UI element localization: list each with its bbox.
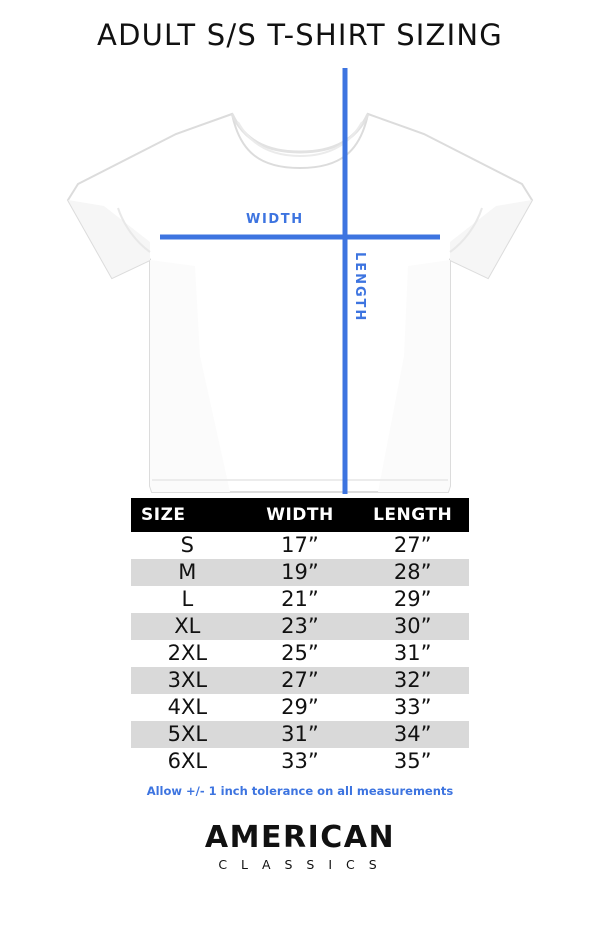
cell-width: 19” [244, 559, 357, 586]
cell-width: 27” [244, 667, 357, 694]
cell-length: 34” [356, 721, 469, 748]
cell-size: 2XL [131, 640, 244, 667]
cell-length: 35” [356, 748, 469, 775]
cell-size: 3XL [131, 667, 244, 694]
footer-spacer [0, 933, 600, 943]
table-row [131, 667, 469, 694]
cell-size: 5XL [131, 721, 244, 748]
cell-width: 33” [244, 748, 357, 775]
cell-size: XL [131, 613, 244, 640]
brand-logo [0, 820, 600, 872]
cell-size: L [131, 586, 244, 613]
size-table-container [131, 498, 469, 775]
cell-length: 29” [356, 586, 469, 613]
width-label: WIDTH [246, 212, 304, 227]
brand-name: AMERICAN [204, 820, 396, 855]
cell-size: 6XL [131, 748, 244, 775]
cell-size: M [131, 559, 244, 586]
cell-size: 4XL [131, 694, 244, 721]
table-row [131, 559, 469, 586]
cell-length: 30” [356, 613, 469, 640]
table-row [131, 748, 469, 775]
table-row [131, 532, 469, 559]
cell-length: 27” [356, 532, 469, 559]
tolerance-note: Allow +/- 1 inch tolerance on all measurements [146, 784, 454, 798]
cell-width: 17” [244, 532, 357, 559]
page-title: ADULT S/S T-SHIRT SIZING [97, 18, 503, 52]
header-size: SIZE [131, 498, 244, 532]
length-label: LENGTH [352, 252, 367, 323]
cell-length: 33” [356, 694, 469, 721]
cell-size: S [131, 532, 244, 559]
cell-width: 29” [244, 694, 357, 721]
header-width: WIDTH [244, 498, 357, 532]
table-row [131, 694, 469, 721]
brand-subtitle: C L A S S I C S [218, 857, 382, 872]
cell-width: 21” [244, 586, 357, 613]
header-length: LENGTH [356, 498, 469, 532]
size-table [131, 498, 469, 775]
table-row [131, 721, 469, 748]
table-row [131, 613, 469, 640]
cell-length: 28” [356, 559, 469, 586]
cell-width: 23” [244, 613, 357, 640]
cell-width: 31” [244, 721, 357, 748]
table-header-row [131, 498, 469, 532]
table-row [131, 640, 469, 667]
cell-length: 31” [356, 640, 469, 667]
tshirt-illustration [0, 56, 600, 496]
cell-width: 25” [244, 640, 357, 667]
table-row [131, 586, 469, 613]
tshirt-diagram [0, 56, 600, 496]
cell-length: 32” [356, 667, 469, 694]
